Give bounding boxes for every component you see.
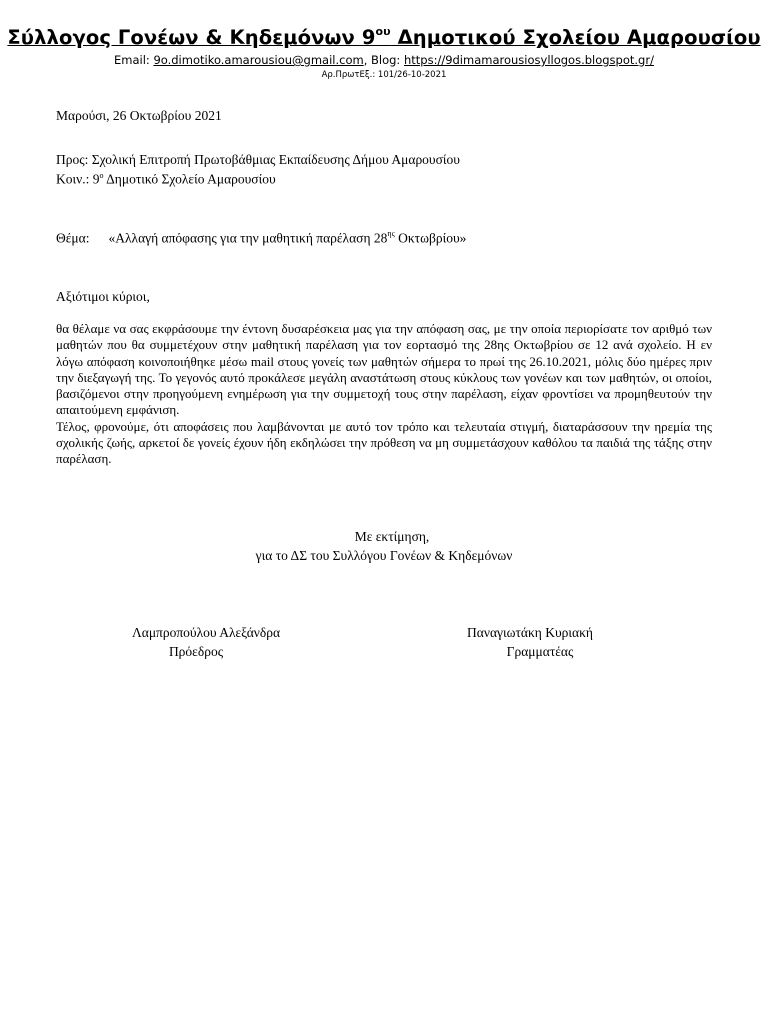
- closing: Με εκτίμηση,: [354, 529, 430, 544]
- body-paragraph: θα θέλαμε να σας εκφράσουμε την έντονη δυσαρέσκεια μας για την απόφαση σας, με την οποία περιορίσατε τον αριθμό των μαθητών που θα συμμετέχουν στην μαθητική παρέλαση για τον εορτασμό της 28ης Οκτωβρίου σε 12 ανά σχολείο. Η εν λόγω απόφαση κοινοποιήθηκε μέσω mail στους γονείς των μαθητών σήμερα το πρωί της 26.10.2021, μόλις δύο ημέρες πριν την διεξαγωγή της. Το γεγονός αυτό προκάλεσε μεγάλη αναστάτωση στους κύκλους των γονέων και των μαθητών, οι οποίοι, βασιζόμενοι στην προηγούμενη ενημέρωση για την συμμετοχή τους στην παρέλαση, είχαν φροντίσει να προμηθευτούν την απαιτούμενη εμφάνιση.: [56, 321, 712, 418]
- letter-body: [56, 321, 712, 468]
- recipient-line: Προς: Σχολική Επιτροπή Πρωτοβάθμιας Εκπαίδευσης Δήμου Αμαρουσίου: [56, 152, 460, 167]
- signer-secretary-role: Γραμματέας: [506, 644, 574, 659]
- cc-line: Κοιν.: $9^o$ Δημοτικό Σχολείο Αμαρουσίου: [56, 171, 276, 187]
- protocol-number: Αρ.ΠρωτΕξ.: 101/26-10-2021: [321, 70, 447, 80]
- salutation: Αξιότιμοι κύριοι,: [56, 289, 150, 304]
- closing-org: για το ΔΣ του Συλλόγου Γονέων & Κηδεμόνων: [255, 548, 513, 563]
- signer-secretary-name: Παναγιωτάκη Κυριακή: [467, 625, 593, 640]
- body-paragraph: Τέλος, φρονούμε, ότι αποφάσεις που λαμβάνονται με αυτό τον τρόπο και τελευταία στιγμή, διαταράσσουν την ηρεμία της σχολικής ζωής, αρκετοί δε γονείς έχουν ήδη εκδηλώσει την πρόθεση να μη συμμετάσχουν καθόλου τα παιδιά της τάξης στην παρέλαση.: [56, 418, 712, 467]
- subject-label: Θέμα:: [56, 230, 90, 246]
- association-title: Σύλλογος Γονέων & Κηδεμόνων $9^{o\upsilon}$ Δημοτικού Σχολείου Αμαρουσίου: [7, 24, 761, 49]
- signer-president-role: Πρόεδρος: [168, 644, 224, 659]
- email-link[interactable]: 9o.dimotiko.amarousiou@gmail.com: [153, 53, 364, 67]
- letter-date: Μαρούσι, 26 Οκτωβρίου 2021: [56, 108, 222, 123]
- subject-line: Θέμα: «Αλλαγή απόφασης για την μαθητική παρέλαση $28^{\eta\varsigma}$ Οκτωβρίου»: [56, 229, 467, 246]
- contact-line: Email: 9o.dimotiko.amarousiou@gmail.com, Blog: https://9dimamarousiosyllogos.blogspot.gr/: [114, 53, 654, 67]
- blog-link[interactable]: https://9dimamarousiosyllogos.blogspot.gr/: [403, 53, 654, 67]
- signer-president-name: Λαμπροπούλου Αλεξάνδρα: [131, 625, 281, 640]
